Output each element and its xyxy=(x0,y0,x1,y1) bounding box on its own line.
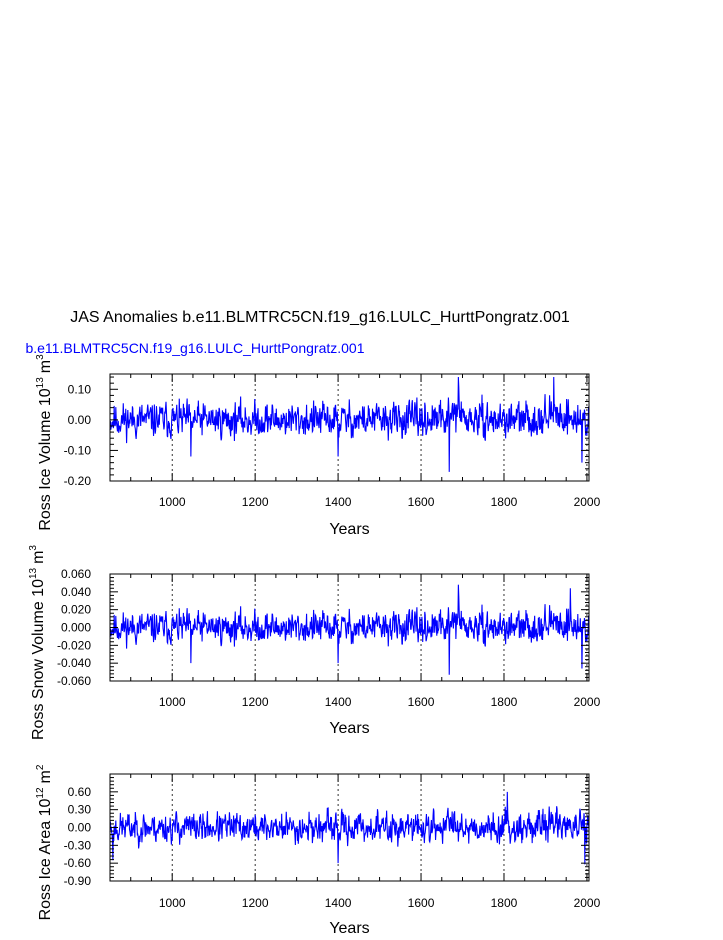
x-tick-label: 1600 xyxy=(407,495,435,509)
y-tick-label: 0.60 xyxy=(67,784,91,799)
y-tick-label: -0.060 xyxy=(56,674,91,688)
x-tick-label: 1800 xyxy=(490,495,518,509)
x-tick-label: 1800 xyxy=(490,896,518,910)
y-axis-label xyxy=(35,354,54,531)
panel-1 xyxy=(35,354,601,538)
y-tick-label: 0.30 xyxy=(67,802,91,817)
panel-3 xyxy=(35,764,601,935)
y-axis-label-text: Ross Ice Area 10 xyxy=(37,798,54,921)
x-tick-label: 1400 xyxy=(324,495,352,509)
series-line xyxy=(110,377,589,472)
series-line xyxy=(110,585,589,675)
x-tick-label: 1000 xyxy=(158,896,186,910)
y-tick-label: 0.00 xyxy=(67,412,91,427)
figure-title: JAS Anomalies b.e11.BLMTRC5CN.f19_g16.LULC_HurttPongratz.001 xyxy=(70,309,570,326)
x-tick-label: 2000 xyxy=(573,896,601,910)
y-tick-label: 0.040 xyxy=(60,584,91,599)
y-axis-label xyxy=(28,545,47,740)
y-tick-label: 0.020 xyxy=(60,602,91,617)
y-tick-label: -0.020 xyxy=(56,638,91,653)
y-axis-label-unit-exp: 3 xyxy=(28,545,39,551)
x-tick-label: 1800 xyxy=(490,695,518,709)
y-axis-label-unit-exp: 2 xyxy=(35,764,46,771)
x-tick-label: 1000 xyxy=(158,695,186,709)
y-tick-label: -0.30 xyxy=(63,838,91,853)
x-axis-label: Years xyxy=(329,521,370,538)
x-tick-label: 1000 xyxy=(158,495,186,509)
panels xyxy=(28,354,601,935)
y-tick-label: -0.10 xyxy=(63,443,91,458)
y-axis-label-text: Ross Snow Volume 10 xyxy=(30,579,47,740)
x-axis-label: Years xyxy=(329,720,370,737)
y-tick-label: 0.10 xyxy=(67,382,91,397)
y-tick-label: -0.040 xyxy=(56,656,91,671)
x-tick-label: 1600 xyxy=(407,695,435,709)
panel-2 xyxy=(28,545,601,740)
x-tick-label: 1600 xyxy=(407,896,435,910)
y-tick-label: 0.00 xyxy=(67,820,91,835)
x-tick-label: 2000 xyxy=(573,695,601,709)
x-tick-label: 1200 xyxy=(241,896,269,910)
y-tick-label: -0.90 xyxy=(63,874,91,888)
y-axis-label-unit: m xyxy=(37,770,54,784)
x-tick-label: 1400 xyxy=(324,896,352,910)
x-tick-label: 2000 xyxy=(573,495,601,509)
y-tick-label: 0.060 xyxy=(60,567,91,581)
y-axis-label xyxy=(35,764,54,920)
y-axis-label-unit: m xyxy=(37,359,54,374)
y-tick-label: -0.20 xyxy=(63,474,91,488)
x-tick-label: 1200 xyxy=(241,695,269,709)
y-axis-label-text: Ross Ice Volume 10 xyxy=(37,388,54,531)
case-label: b.e11.BLMTRC5CN.f19_g16.LULC_HurttPongratz.001 xyxy=(25,340,365,356)
x-axis-label: Years xyxy=(329,920,370,935)
y-tick-label: 0.000 xyxy=(60,620,91,635)
y-axis-label-exp: 13 xyxy=(35,377,46,389)
series-line xyxy=(110,792,589,865)
y-axis-label-exp: 12 xyxy=(35,787,46,799)
y-tick-label: -0.60 xyxy=(63,856,91,871)
y-axis-label-unit-exp: 3 xyxy=(35,354,46,360)
x-tick-label: 1200 xyxy=(241,495,269,509)
x-tick-label: 1400 xyxy=(324,695,352,709)
y-axis-label-unit: m xyxy=(30,550,47,564)
y-axis-label-exp: 13 xyxy=(28,567,39,580)
